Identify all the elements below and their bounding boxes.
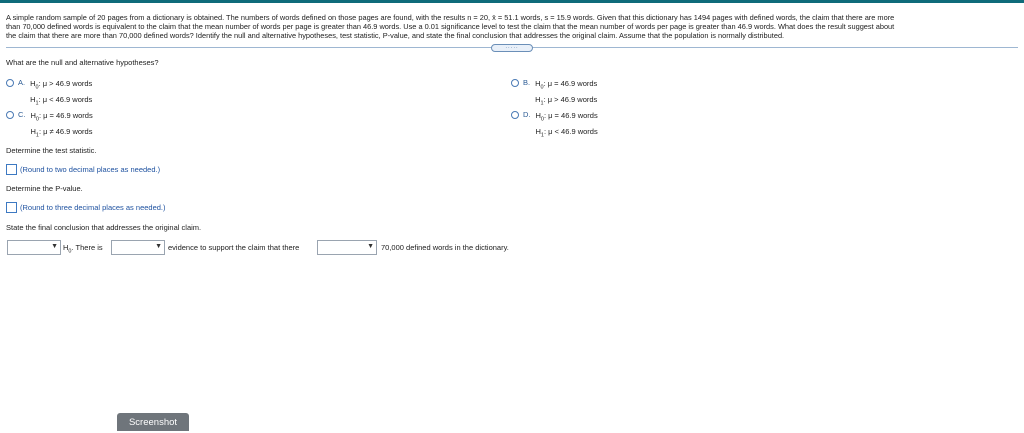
- test-statistic-prompt: Determine the test statistic.: [6, 146, 97, 155]
- dropdown-arrow-icon: ▼: [155, 243, 162, 250]
- p-value-hint: (Round to three decimal places as needed.): [20, 203, 166, 212]
- problem-line-2: than 70,000 defined words is equivalent to the claim that the mean number of words per page is greater than 46.9 words. Use a 0.01 significance level to test the claim that the mean number of words per page is greater than 46.9 words. What does the result suggest about: [6, 22, 895, 31]
- screenshot-button[interactable]: Screenshot: [117, 413, 189, 431]
- problem-line-1: A simple random sample of 20 pages from a dictionary is obtained. The numbers of words defined on those pages are found, with the results n = 20, x̄ = 51.1 words, s = 15.9 words. Given that this dictionary has 1494 pages with defined words, the claim that there are more: [6, 13, 895, 22]
- problem-line-3: the claim that there are more than 70,000 defined words? Identify the null and alternative hypotheses, test statistic, P-value, and state the final conclusion that addresses the original claim. Assume that the population is normally distributed.: [6, 31, 785, 40]
- conclusion-prompt: State the final conclusion that addresses the original claim.: [6, 223, 202, 232]
- p-value-prompt: Determine the P-value.: [6, 184, 83, 193]
- conclusion-h0-text: $H_0$. There is: [63, 243, 103, 255]
- option-b-radio[interactable]: [511, 79, 519, 87]
- top-accent-bar: [0, 0, 1024, 3]
- dropdown-arrow-icon: ▼: [367, 243, 374, 250]
- option-a-h1: $H_1$: μ < 46.9 words: [30, 95, 93, 107]
- p-value-input[interactable]: [6, 202, 17, 213]
- reject-decision-dropdown[interactable]: [7, 240, 61, 255]
- option-c-radio[interactable]: [6, 111, 14, 119]
- conclusion-end-text: 70,000 defined words in the dictionary.: [381, 243, 509, 252]
- conclusion-middle-text: evidence to support the claim that there: [168, 243, 300, 252]
- evidence-dropdown[interactable]: [111, 240, 165, 255]
- option-d-h1: $H_1$: μ < 46.9 words: [535, 127, 598, 139]
- option-a-h0: $H_0$: μ > 46.9 words: [30, 79, 93, 91]
- test-statistic-input[interactable]: [6, 164, 17, 175]
- comparison-dropdown[interactable]: [317, 240, 377, 255]
- option-a-radio[interactable]: [6, 79, 14, 87]
- option-b-letter: B.: [523, 78, 531, 87]
- test-statistic-hint: (Round to two decimal places as needed.): [20, 165, 161, 174]
- option-a[interactable]: [6, 78, 92, 110]
- expand-more-button[interactable]: ·····: [491, 44, 533, 52]
- option-d-h0: $H_0$: μ = 46.9 words: [535, 111, 598, 123]
- option-c[interactable]: [6, 110, 93, 142]
- option-c-h0: $H_0$: μ = 46.9 words: [30, 111, 93, 123]
- option-b[interactable]: [511, 78, 597, 110]
- option-c-h1: $H_1$: μ ≠ 46.9 words: [30, 127, 93, 139]
- option-b-h1: $H_1$: μ > 46.9 words: [535, 95, 598, 107]
- dropdown-arrow-icon: ▼: [51, 243, 58, 250]
- option-d-letter: D.: [523, 110, 531, 119]
- option-d[interactable]: [511, 110, 598, 142]
- hypotheses-question: What are the null and alternative hypotheses?: [6, 58, 159, 67]
- problem-statement: [6, 13, 1018, 40]
- option-b-h0: $H_0$: μ = 46.9 words: [535, 79, 598, 91]
- option-d-radio[interactable]: [511, 111, 519, 119]
- option-c-letter: C.: [18, 110, 26, 119]
- option-a-letter: A.: [18, 78, 26, 87]
